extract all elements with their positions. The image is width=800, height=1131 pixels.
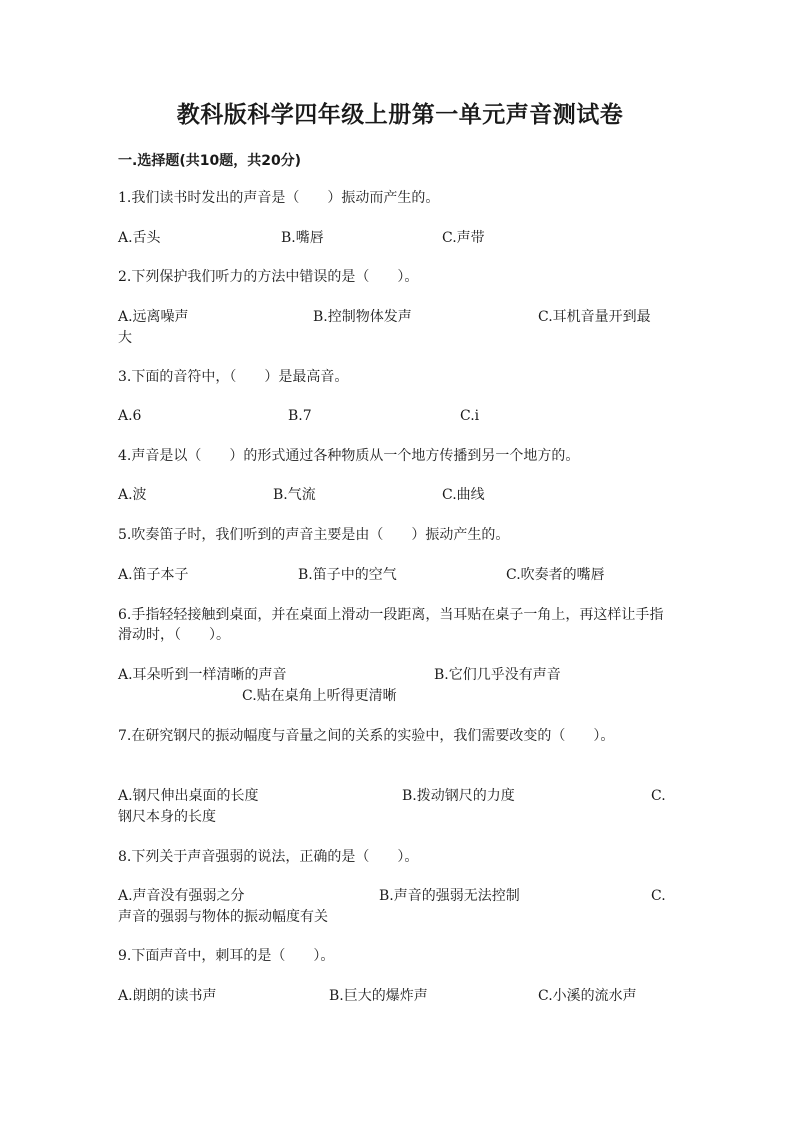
question-5: 5.吹奏笛子时，我们听到的声音主要是由（ ）振动产生的。 xyxy=(118,527,510,543)
question-7: 7.在研究钢尺的振动幅度与音量之间的关系的实验中，我们需要改变的（ ）。 xyxy=(118,728,615,744)
options-6 xyxy=(118,665,678,685)
options-5 xyxy=(118,565,678,585)
options-4 xyxy=(118,485,678,505)
option-c: C. xyxy=(651,888,666,904)
option-a: A.钢尺伸出桌面的长度 xyxy=(118,788,259,804)
question-3: 3.下面的音符中，（ ）是最高音。 xyxy=(118,369,349,385)
option-c: C.耳机音量开到最 xyxy=(538,309,651,325)
option-a: A.波 xyxy=(118,487,147,503)
option-b: B.气流 xyxy=(273,487,316,503)
option-b: B.声音的强弱无法控制 xyxy=(379,888,520,904)
question-2: 2.下列保护我们听力的方法中错误的是（ ）。 xyxy=(118,269,419,285)
option-b: B.它们几乎没有声音 xyxy=(434,667,561,683)
question-4: 4.声音是以（ ）的形式通过各种物质从一个地方传播到另一个地方的。 xyxy=(118,448,580,464)
options-7 xyxy=(118,786,678,806)
option-a: A.舌头 xyxy=(118,230,161,246)
option-a: A.远离噪声 xyxy=(118,309,189,325)
option-a: A.声音没有强弱之分 xyxy=(118,888,245,904)
options-2 xyxy=(118,307,678,327)
option-c: C.贴在桌角上听得更清晰 xyxy=(242,688,397,704)
option-c: C.曲线 xyxy=(442,487,485,503)
option-b: B.7 xyxy=(288,408,312,424)
option-a: A.笛子本子 xyxy=(118,567,189,583)
option-c: C.吹奏者的嘴唇 xyxy=(506,567,605,583)
options-9 xyxy=(118,986,678,1006)
options-8 xyxy=(118,886,678,906)
option-b: B.控制物体发声 xyxy=(313,309,412,325)
page-title: 教科版科学四年级上册第一单元声音测试卷 xyxy=(176,102,624,128)
option-c: C.声带 xyxy=(442,230,485,246)
option-wrap: 大 xyxy=(118,330,132,346)
option-b: B.巨大的爆炸声 xyxy=(329,988,428,1004)
option-b: B.嘴唇 xyxy=(281,230,324,246)
option-a: A.耳朵听到一样清晰的声音 xyxy=(118,667,287,683)
options-3 xyxy=(118,406,678,426)
option-b: B.拨动钢尺的力度 xyxy=(402,788,515,804)
question-9: 9.下面声音中，刺耳的是（ ）。 xyxy=(118,948,335,964)
question-8: 8.下列关于声音强弱的说法，正确的是（ ）。 xyxy=(118,849,419,865)
question-1: 1.我们读书时发出的声音是（ ）振动而产生的。 xyxy=(118,190,440,206)
option-c: C. xyxy=(651,788,666,804)
option-c: C.小溪的流水声 xyxy=(538,988,637,1004)
option-a: A.朗朗的读书声 xyxy=(118,988,217,1004)
section-heading: 一.选择题(共10题，共20分) xyxy=(118,153,302,169)
options-1 xyxy=(118,228,678,248)
option-c: C.i xyxy=(460,408,480,424)
question-6: 6.手指轻轻接触到桌面，并在桌面上滑动一段距离，当耳贴在桌子一角上，再这样让手指滑动时，（ ）。 xyxy=(118,607,664,643)
option-c-wrap: 声音的强弱与物体的振动幅度有关 xyxy=(118,909,328,925)
option-b: B.笛子中的空气 xyxy=(298,567,397,583)
option-c-wrap: 钢尺本身的长度 xyxy=(118,809,216,825)
option-a: A.6 xyxy=(118,408,142,424)
